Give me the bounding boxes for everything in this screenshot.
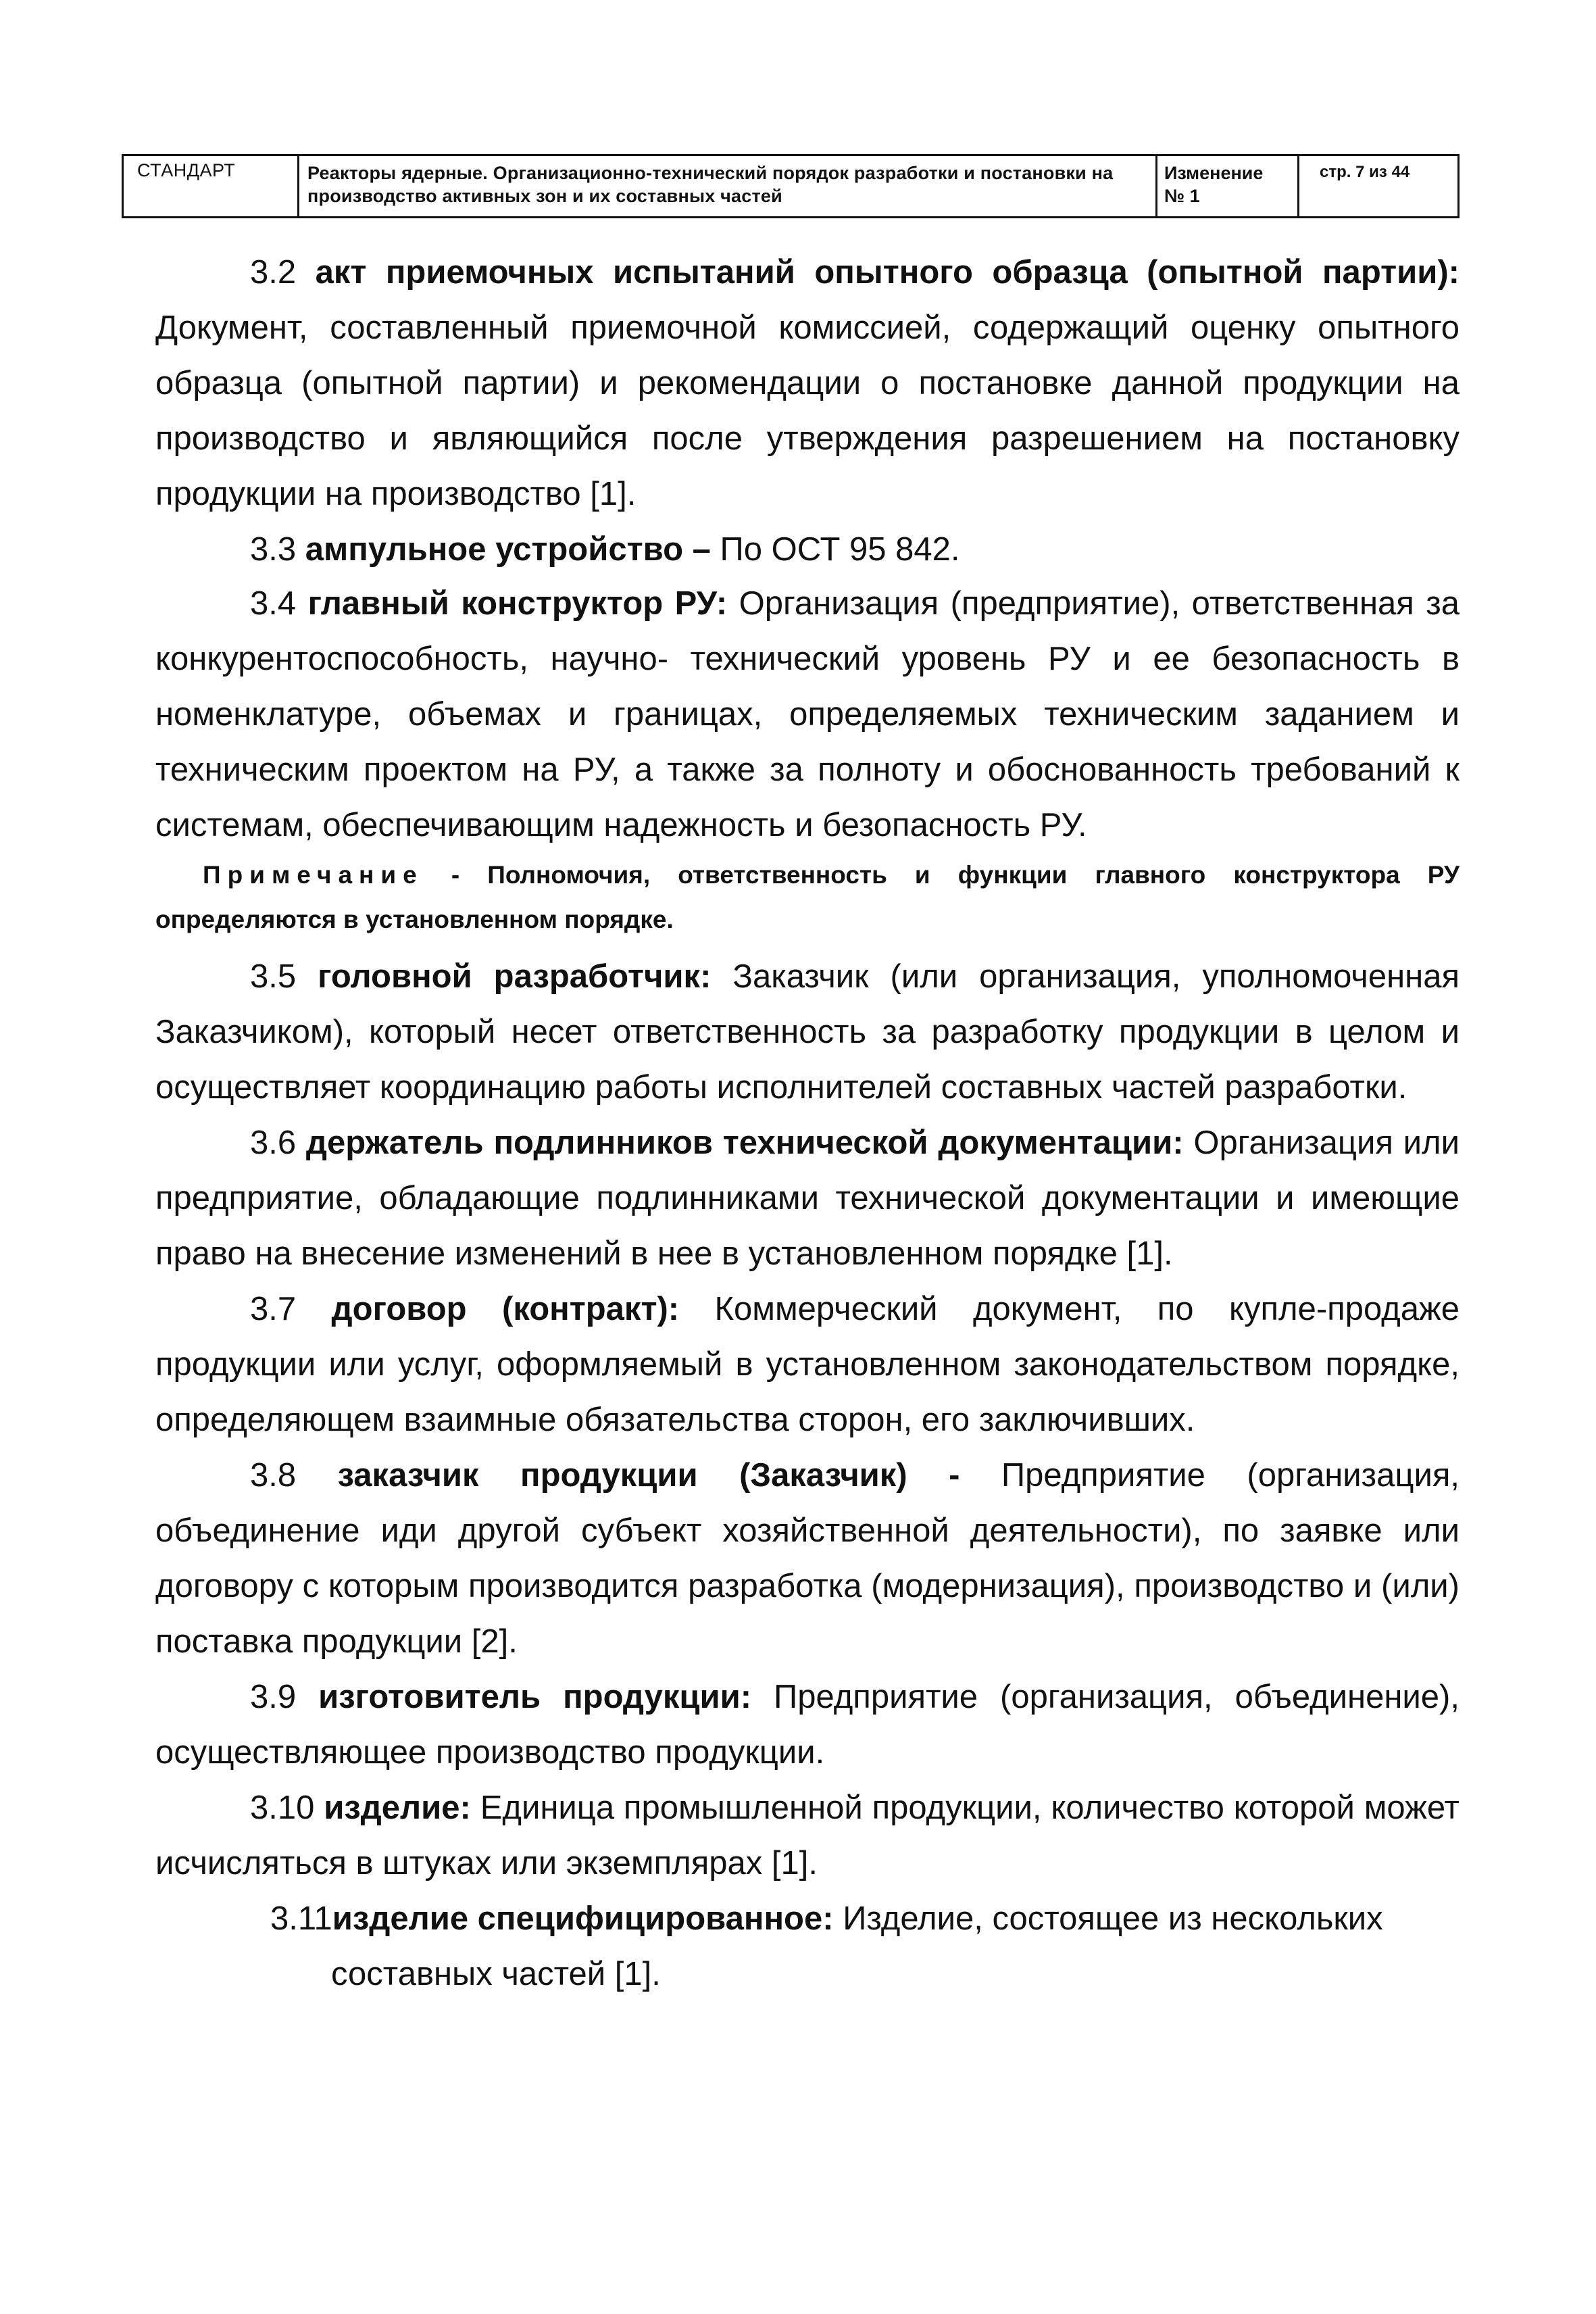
note-label: Примечание <box>203 861 424 889</box>
section-3-10 <box>155 1780 1460 1891</box>
section-number: 3.8 <box>250 1457 297 1494</box>
note-text: - Полномочия, ответственность и функции главного конструктора РУ определяются в установленном порядке. <box>155 861 1460 933</box>
section-number: 3.9 <box>250 1679 297 1715</box>
section-number: 3.3 <box>250 531 297 568</box>
section-term: договор (контракт) <box>331 1291 668 1327</box>
section-term: акт приемочных испытаний опытного образца (опытной партии) <box>315 254 1449 291</box>
section-definition: Предприятие (организация, объединение иди другой субъект хозяйственной деятельности), по заявке или договору с которым производится разработка (модернизация), производство и (или) поставка продукции [2]. <box>155 1457 1460 1660</box>
section-term: изделие специфицированное <box>332 1900 823 1937</box>
header-change-label: Изменение <box>1164 163 1264 183</box>
section-separator: : <box>716 585 728 622</box>
section-term: держатель подлинников технической документации <box>305 1125 1173 1161</box>
section-definition-line2: составных частей [1]. <box>331 1956 661 1992</box>
section-separator: : <box>740 1679 752 1715</box>
section-definition: Предприятие (организация, объединение), осуществляющее производство продукции. <box>155 1679 1460 1771</box>
section-definition: Документ, составленный приемочной комиссией, содержащий оценку опытного образца (опытной партии) и рекомендации о постановке данной продукции на производство и являющийся после утверждения разрешением на постановку продукции на производство [1]. <box>155 310 1460 512</box>
section-number: 3.2 <box>250 254 297 291</box>
section-3-5 <box>155 949 1460 1115</box>
header-page-number: стр. 7 из 44 <box>1320 163 1410 181</box>
document-header-table <box>122 154 1460 218</box>
section-definition: Заказчик (или организация, уполномоченная Заказчиком), который несет ответственность за разработку продукции в целом и осуществляет координацию работы исполнителей составных частей разработки. <box>155 958 1460 1106</box>
header-change-cell <box>1157 156 1299 216</box>
section-3-11 <box>270 1891 1460 2002</box>
section-3-8 <box>155 1448 1460 1669</box>
section-definition-line1: Изделие, состоящее из нескольких <box>833 1900 1383 1937</box>
header-change-number: № 1 <box>1164 186 1200 206</box>
section-separator: : <box>668 1291 680 1327</box>
section-3-2 <box>155 245 1460 522</box>
section-term: изделие <box>324 1790 460 1826</box>
section-term: заказчик продукции (Заказчик) <box>337 1457 907 1494</box>
section-separator: : <box>459 1790 471 1826</box>
note-block <box>155 853 1460 942</box>
section-number: 3.11 <box>270 1900 332 1937</box>
section-definition: Коммерческий документ, по купле-продаже продукции или услуг, оформляемый в установленном законодательством порядке, определяющем взаимные обязательства сторон, его заключивших. <box>155 1291 1460 1438</box>
section-number: 3.7 <box>250 1291 297 1327</box>
section-number: 3.10 <box>250 1790 315 1826</box>
section-separator: : <box>1172 1125 1184 1161</box>
section-term: главный конструктор РУ <box>307 585 716 622</box>
section-term: головной разработчик <box>318 958 701 995</box>
section-separator: – <box>683 531 711 568</box>
section-separator: - <box>907 1457 960 1494</box>
section-definition: По ОСТ 95 842. <box>710 531 960 568</box>
section-separator: : <box>1448 254 1460 291</box>
section-number: 3.5 <box>250 958 297 995</box>
section-definition: Организация (предприятие), ответственная за конкурентоспособность, научно- технический уровень РУ и ее безопасность в номенклатуре, объемах и границах, определяемых техническим заданием и техническим проектом на РУ, а также за полноту и обоснованность требований к системам, обеспечивающим надежность и безопасность РУ. <box>155 585 1460 843</box>
header-standard-label: СТАНДАРТ <box>124 156 299 216</box>
section-3-9 <box>155 1669 1460 1780</box>
section-definition: Организация или предприятие, обладающие подлинниками технической документации и имеющие право на внесение изменений в нее в установленном порядке [1]. <box>155 1125 1460 1272</box>
section-definition: Единица промышленной продукции, количество которой может исчисляться в штуках или экземплярах [1]. <box>155 1790 1460 1881</box>
section-separator: : <box>822 1900 834 1937</box>
header-document-title: Реакторы ядерные. Организационно-технический порядок разработки и постановки на производство активных зон и их составных частей <box>299 156 1157 216</box>
section-number: 3.4 <box>250 585 297 622</box>
section-number: 3.6 <box>250 1125 297 1161</box>
section-3-6 <box>155 1115 1460 1281</box>
section-3-4 <box>155 576 1460 853</box>
section-3-7 <box>155 1281 1460 1448</box>
section-term: изготовитель продукции <box>318 1679 741 1715</box>
section-term: ампульное устройство <box>305 531 684 568</box>
section-separator: : <box>700 958 712 995</box>
section-3-3 <box>155 522 1460 577</box>
